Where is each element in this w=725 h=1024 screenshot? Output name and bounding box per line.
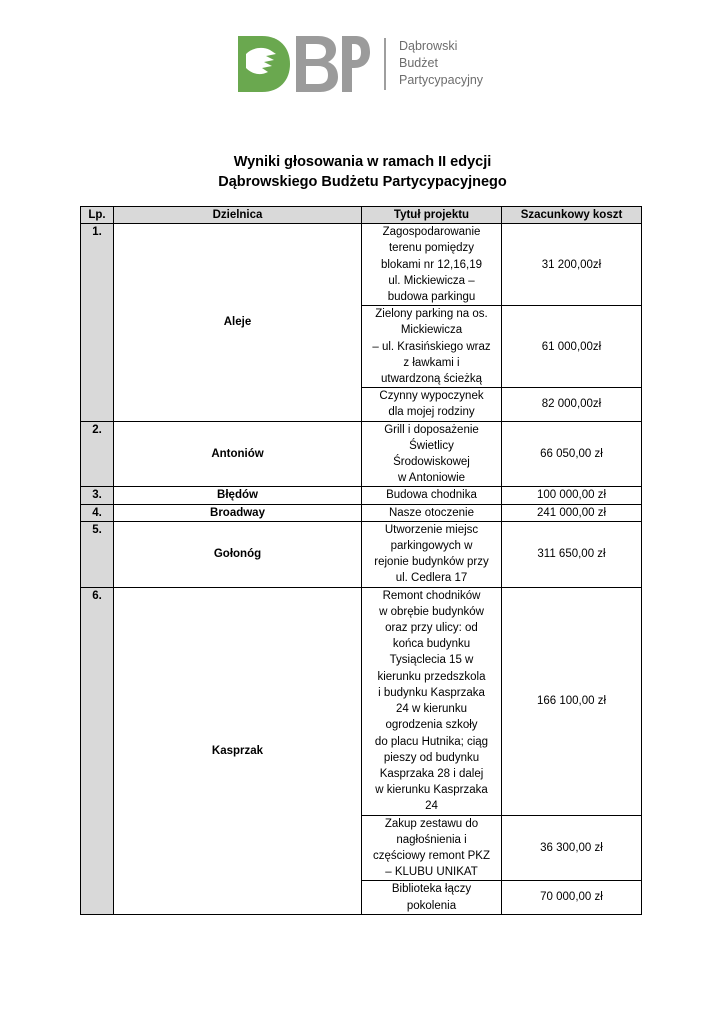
- document-title: [0, 152, 725, 192]
- row-project-title: Utworzenie miejsc parkingowych w rejonie budynków przy ul. Cedlera 17: [362, 521, 502, 587]
- row-lp: 1.: [81, 224, 114, 421]
- header-lp: Lp.: [81, 207, 114, 224]
- logo-text: [399, 38, 483, 89]
- logo-gray-b: [296, 36, 338, 92]
- logo-separator: [384, 38, 386, 90]
- row-cost: 241 000,00 zł: [502, 504, 642, 521]
- row-project-title: Biblioteka łączy pokolenia: [362, 881, 502, 914]
- header-district: Dzielnica: [114, 207, 362, 224]
- row-cost: 61 000,00zł: [502, 306, 642, 388]
- row-district: Aleje: [114, 224, 362, 421]
- row-lp: 2.: [81, 421, 114, 487]
- row-district: Gołonóg: [114, 521, 362, 587]
- row-project-title: Czynny wypoczynek dla mojej rodziny: [362, 388, 502, 421]
- row-district: Antoniów: [114, 421, 362, 487]
- document-title-line-1: Wyniki głosowania w ramach II edycji: [233, 154, 492, 170]
- table-row: [81, 521, 642, 587]
- dbp-logo-mark: [236, 34, 370, 94]
- row-district: Broadway: [114, 504, 362, 521]
- row-project-title: Zakup zestawu do nagłośnienia i częściowy remont PKZ – KLUBU UNIKAT: [362, 815, 502, 881]
- table-header-row: [81, 207, 642, 224]
- row-project-title: Nasze otoczenie: [362, 504, 502, 521]
- row-cost: 82 000,00zł: [502, 388, 642, 421]
- logo-gray-p: [342, 36, 370, 92]
- table-row: [81, 487, 642, 504]
- dbp-logo: [236, 34, 506, 94]
- row-district: Błędów: [114, 487, 362, 504]
- table-row: [81, 421, 642, 487]
- row-project-title: Zagospodarowanie terenu pomiędzy blokami nr 12,16,19 ul. Mickiewicza – budowa parkingu: [362, 224, 502, 306]
- row-project-title: Budowa chodnika: [362, 487, 502, 504]
- header-cost: Szacunkowy koszt: [502, 207, 642, 224]
- logo-text-line-3: Partycypacyjny: [399, 73, 484, 87]
- row-cost: 311 650,00 zł: [502, 521, 642, 587]
- row-cost: 70 000,00 zł: [502, 881, 642, 914]
- row-cost: 166 100,00 zł: [502, 587, 642, 815]
- table-row: [81, 504, 642, 521]
- row-project-title: Grill i doposażenie Świetlicy Środowiskowej w Antoniowie: [362, 421, 502, 487]
- logo-text-line-1: Dąbrowski: [399, 39, 458, 53]
- row-project-title: Remont chodników w obrębie budynków oraz przy ulicy: od końca budynku Tysiąclecia 15 w kierunku przedszkola i budynku Kasprzaka 24 w kierunku ogrodzenia szkoły do placu Hutnika; ciąg pieszy od budynku Kasprzaka 28 i dalej w kierunku Kasprzaka 24: [362, 587, 502, 815]
- row-cost: 100 000,00 zł: [502, 487, 642, 504]
- table-row: [81, 587, 642, 815]
- row-lp: 3.: [81, 487, 114, 504]
- row-lp: 5.: [81, 521, 114, 587]
- document-title-line-2: Dąbrowskiego Budżetu Partycypacyjnego: [218, 174, 507, 190]
- results-table: [80, 206, 642, 915]
- results-table-body: [81, 224, 642, 915]
- header-project: Tytuł projektu: [362, 207, 502, 224]
- table-row: [81, 224, 642, 306]
- row-district: Kasprzak: [114, 587, 362, 914]
- row-lp: 6.: [81, 587, 114, 914]
- row-cost: 31 200,00zł: [502, 224, 642, 306]
- row-cost: 36 300,00 zł: [502, 815, 642, 881]
- row-project-title: Zielony parking na os. Mickiewicza – ul. Krasińskiego wraz z ławkami i utwardzoną ścieżką: [362, 306, 502, 388]
- row-cost: 66 050,00 zł: [502, 421, 642, 487]
- logo-text-line-2: Budżet: [399, 56, 438, 70]
- row-lp: 4.: [81, 504, 114, 521]
